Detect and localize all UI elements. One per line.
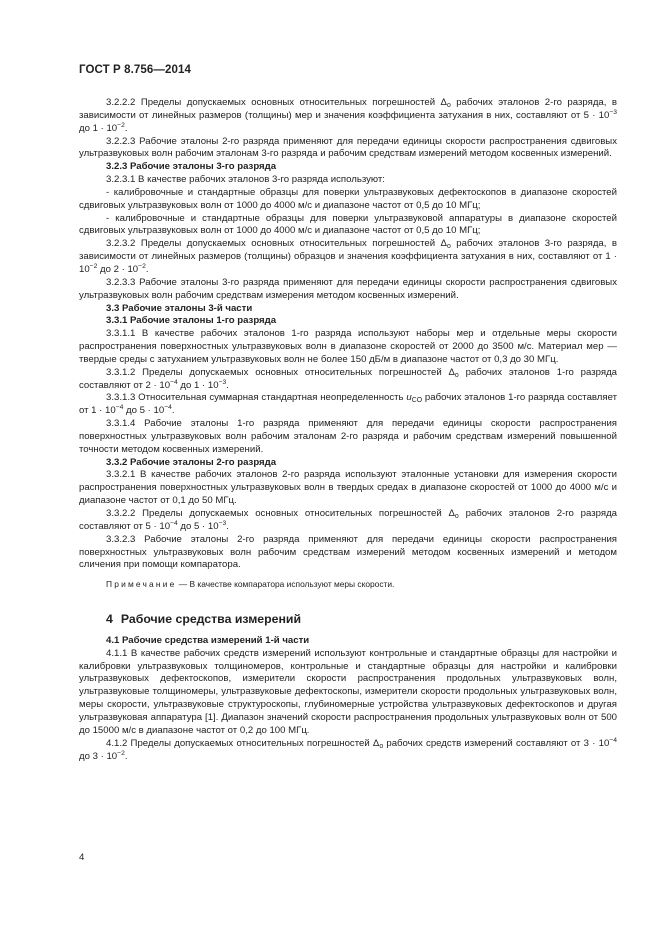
text-run: — В качестве компаратора используют меры скорости. — [176, 579, 395, 590]
superscript: −3 — [609, 108, 617, 116]
superscript: −2 — [89, 262, 98, 270]
text-run: рабочих эталонов 1-го разряда составляет от 1 · 10 — [79, 392, 617, 417]
subscript: CO — [411, 397, 423, 405]
note-label: Примечание — [106, 579, 177, 590]
subsection-heading — [79, 161, 617, 174]
text-run: 3.2.3.2 Пределы допускаемых основных относительных погрешностей Δ — [106, 238, 447, 250]
text-run: рабочих эталонов 1-го разряда составляют от 2 · 10 — [79, 366, 617, 391]
paragraph — [79, 367, 617, 393]
text-run: 3.3.2.2 Пределы допускаемых основных относительных погрешностей Δ — [106, 508, 455, 519]
text-run: рабочих эталонов 3-го разряда, в зависимости от линейных размеров (толщины) образцов и значения коэффициента затухания в них, составляют от 1 · 10 — [79, 238, 617, 275]
text-run: до 5 · 10 — [177, 520, 219, 532]
paragraph — [79, 534, 617, 573]
subscript: о — [379, 742, 384, 750]
paragraph — [79, 213, 617, 239]
paragraph — [79, 97, 617, 136]
text-run: до 1 · 10 — [177, 379, 219, 391]
subscript: о — [454, 513, 459, 520]
text-run: - калибровочные и стандартные образцы для поверки ультразвуковой аппаратуры в диапазоне скоростей сдвиговых ультразвуковых волн от 1000 до 4000 м/с и диапазоне частот от 0,5 до 10 МГц; — [79, 212, 617, 237]
paragraph — [79, 648, 617, 738]
superscript: −2 — [117, 749, 125, 757]
subscript: о — [454, 371, 459, 379]
text-run: 4.1.2 Пределы допускаемых относительных погрешностей Δ — [106, 737, 380, 749]
text-run: 4.1 Рабочие средства измерений 1-й части — [106, 634, 310, 646]
subscript: о — [446, 102, 451, 109]
text-run: 3.3.1 Рабочие эталоны 1-го разряда — [106, 315, 277, 327]
text-run: 3.3 Рабочие эталоны 3-й части — [106, 302, 253, 314]
document-body — [79, 97, 617, 763]
text-run: 3.2.2.2 Пределы допускаемых основных относительных погрешностей Δ — [106, 97, 447, 108]
subsection-heading — [79, 457, 617, 470]
text-run: 3.2.3 Рабочие эталоны 3-го разряда — [106, 161, 277, 173]
text-run: . — [145, 263, 149, 275]
text-run: 3.3.1.1 В качестве рабочих эталонов 1-го разряда используют наборы мер и отдельные меры скорости распространения поверхностных ультразвуковых волн в диапазоне скоростей от 2000 до 3500 м/с. Материал мер — твердые среды с затуханием ультразвуковых волн не более 150 дБ/м в диапазоне частот от 0,3 до 30 МГц. — [79, 328, 617, 365]
paragraph — [79, 187, 617, 213]
text-run: 3.2.3.3 Рабочие эталоны 3-го разряда применяют для передачи единицы скорости распространения сдвиговых ультразвуковых волн рабочим средствам измерения методом косвенных измерений. — [79, 276, 617, 301]
text-run: 3.2.2.3 Рабочие эталоны 2-го разряда применяют для передачи единицы скорости распространения сдвиговых ультразвуковых волн рабочим эталонам 3-го разряда и рабочим средствам измерений методом косвенных измерений. — [79, 135, 617, 160]
text-run: . — [124, 122, 128, 134]
superscript: −4 — [115, 404, 124, 412]
subsection-heading — [79, 303, 617, 316]
text-run: до 3 · 10 — [79, 750, 118, 762]
paragraph — [79, 469, 617, 508]
text-run: 3.3.2.3 Рабочие эталоны 2-го разряда применяют для передачи единицы скорости распространения поверхностных ультразвуковых волн рабочим средствам измерений методом косвенных измерений и методом сличения при помощи компаратора. — [79, 533, 617, 571]
superscript: −4 — [164, 404, 172, 412]
text-run: рабочих эталонов 2-го разряда, в зависимости от линейных размеров (толщины) мер и значения коэффициента затухания в них, составляют от 5 · 10 — [79, 97, 617, 121]
paragraph — [79, 238, 617, 277]
subscript: о — [446, 243, 451, 251]
paragraph — [79, 418, 617, 457]
paragraph — [79, 174, 617, 187]
paragraph — [79, 277, 617, 303]
paragraph — [79, 392, 617, 418]
italic-symbol: u — [406, 392, 412, 404]
text-run: рабочих средств измерений составляют от 3 · 10 — [383, 737, 610, 749]
text-run: 3.3.1.2 Пределы допускаемых основных относительных погрешностей Δ — [106, 366, 455, 378]
section-paragraphs — [79, 635, 617, 763]
text-run: 3.3.1.3 Относительная суммарная стандартная неопределенность — [106, 392, 407, 404]
superscript: −3 — [218, 519, 227, 527]
text-run: рабочих эталонов 2-го разряда составляют от 5 · 10 — [79, 508, 617, 532]
superscript: −2 — [138, 262, 146, 270]
superscript: −4 — [609, 736, 617, 744]
main-paragraphs — [79, 97, 617, 591]
text-run: 3.3.1.4 Рабочие эталоны 1-го разряда применяют для передачи единицы скорости распространения поверхностных ультразвуковых волн рабочим эталонам 2-го разряда и рабочим средствам измерений повышенной точности методом косвенных измерений. — [79, 418, 617, 455]
text-run: 3.3.2.1 В качестве рабочих эталонов 2-го разряда используют эталонные установки для измерения скорости распространения поверхностных ультразвуковых волн в твердых средах в диапазоне скоростей от 1000 до 4000 м/с и диапазоне частот от 0,1 до 50 МГц. — [79, 469, 617, 507]
document-header: ГОСТ Р 8.756—2014 — [79, 64, 191, 76]
text-run: до 2 · 10 — [97, 263, 139, 275]
text-run: 3.2.3.1 В качестве рабочих эталонов 3-го разряда используют: — [106, 174, 385, 186]
page-number: 4 — [79, 852, 85, 863]
paragraph — [79, 738, 617, 764]
note-paragraph — [79, 578, 617, 591]
superscript: −2 — [117, 121, 125, 129]
section-title: Рабочие средства измерений — [120, 612, 302, 627]
subsection-heading — [79, 635, 617, 648]
text-run: - калибровочные и стандартные образцы для поверки ультразвуковых дефектоскопов в диапазоне скоростей сдвиговых ультразвуковых волн от 1000 до 4000 м/с и диапазоне частот от 0,5 до 10 МГц; — [79, 186, 617, 211]
paragraph — [79, 136, 617, 162]
paragraph — [79, 328, 617, 367]
superscript: −4 — [170, 378, 178, 386]
paragraph — [79, 508, 617, 534]
text-run: до 1 · 10 — [79, 122, 118, 134]
superscript: −3 — [218, 378, 227, 386]
subsection-heading — [79, 315, 617, 328]
text-run: . — [171, 405, 175, 417]
text-run: . — [124, 750, 128, 762]
section-heading — [79, 613, 617, 626]
text-run: . — [226, 520, 229, 532]
superscript: −4 — [170, 519, 178, 527]
section-number: 4 — [106, 612, 113, 627]
text-run: 3.3.2 Рабочие эталоны 2-го разряда — [106, 456, 277, 468]
text-run: 4.1.1 В качестве рабочих средств измерений используют контрольные и стандартные образцы для настройки и калибровки ультразвуковых толщиномеров, контрольные и стандартные образцы для настройки и калибровки ультразвуковых дефектоскопов, измерители скорости распространения продольных ультразвуковых волн, ультразвуковые толщиномеры, ультразвуковые дефектоскопы, измерители скорости продольных ультразвуковых волн, меры скорости, ультразвуковые структуроскопы, глубиномерные устройства ультразвуковых дефектоскопов и другая ультразвуковая аппаратура [1]. Диапазон значений скорости распространения продольных ультразвуковых волн от 500 до 15000 м/с в диапазоне частот от 0,2 до 100 МГц. — [79, 647, 617, 736]
text-run: до 5 · 10 — [123, 405, 165, 417]
text-run: . — [226, 379, 229, 391]
